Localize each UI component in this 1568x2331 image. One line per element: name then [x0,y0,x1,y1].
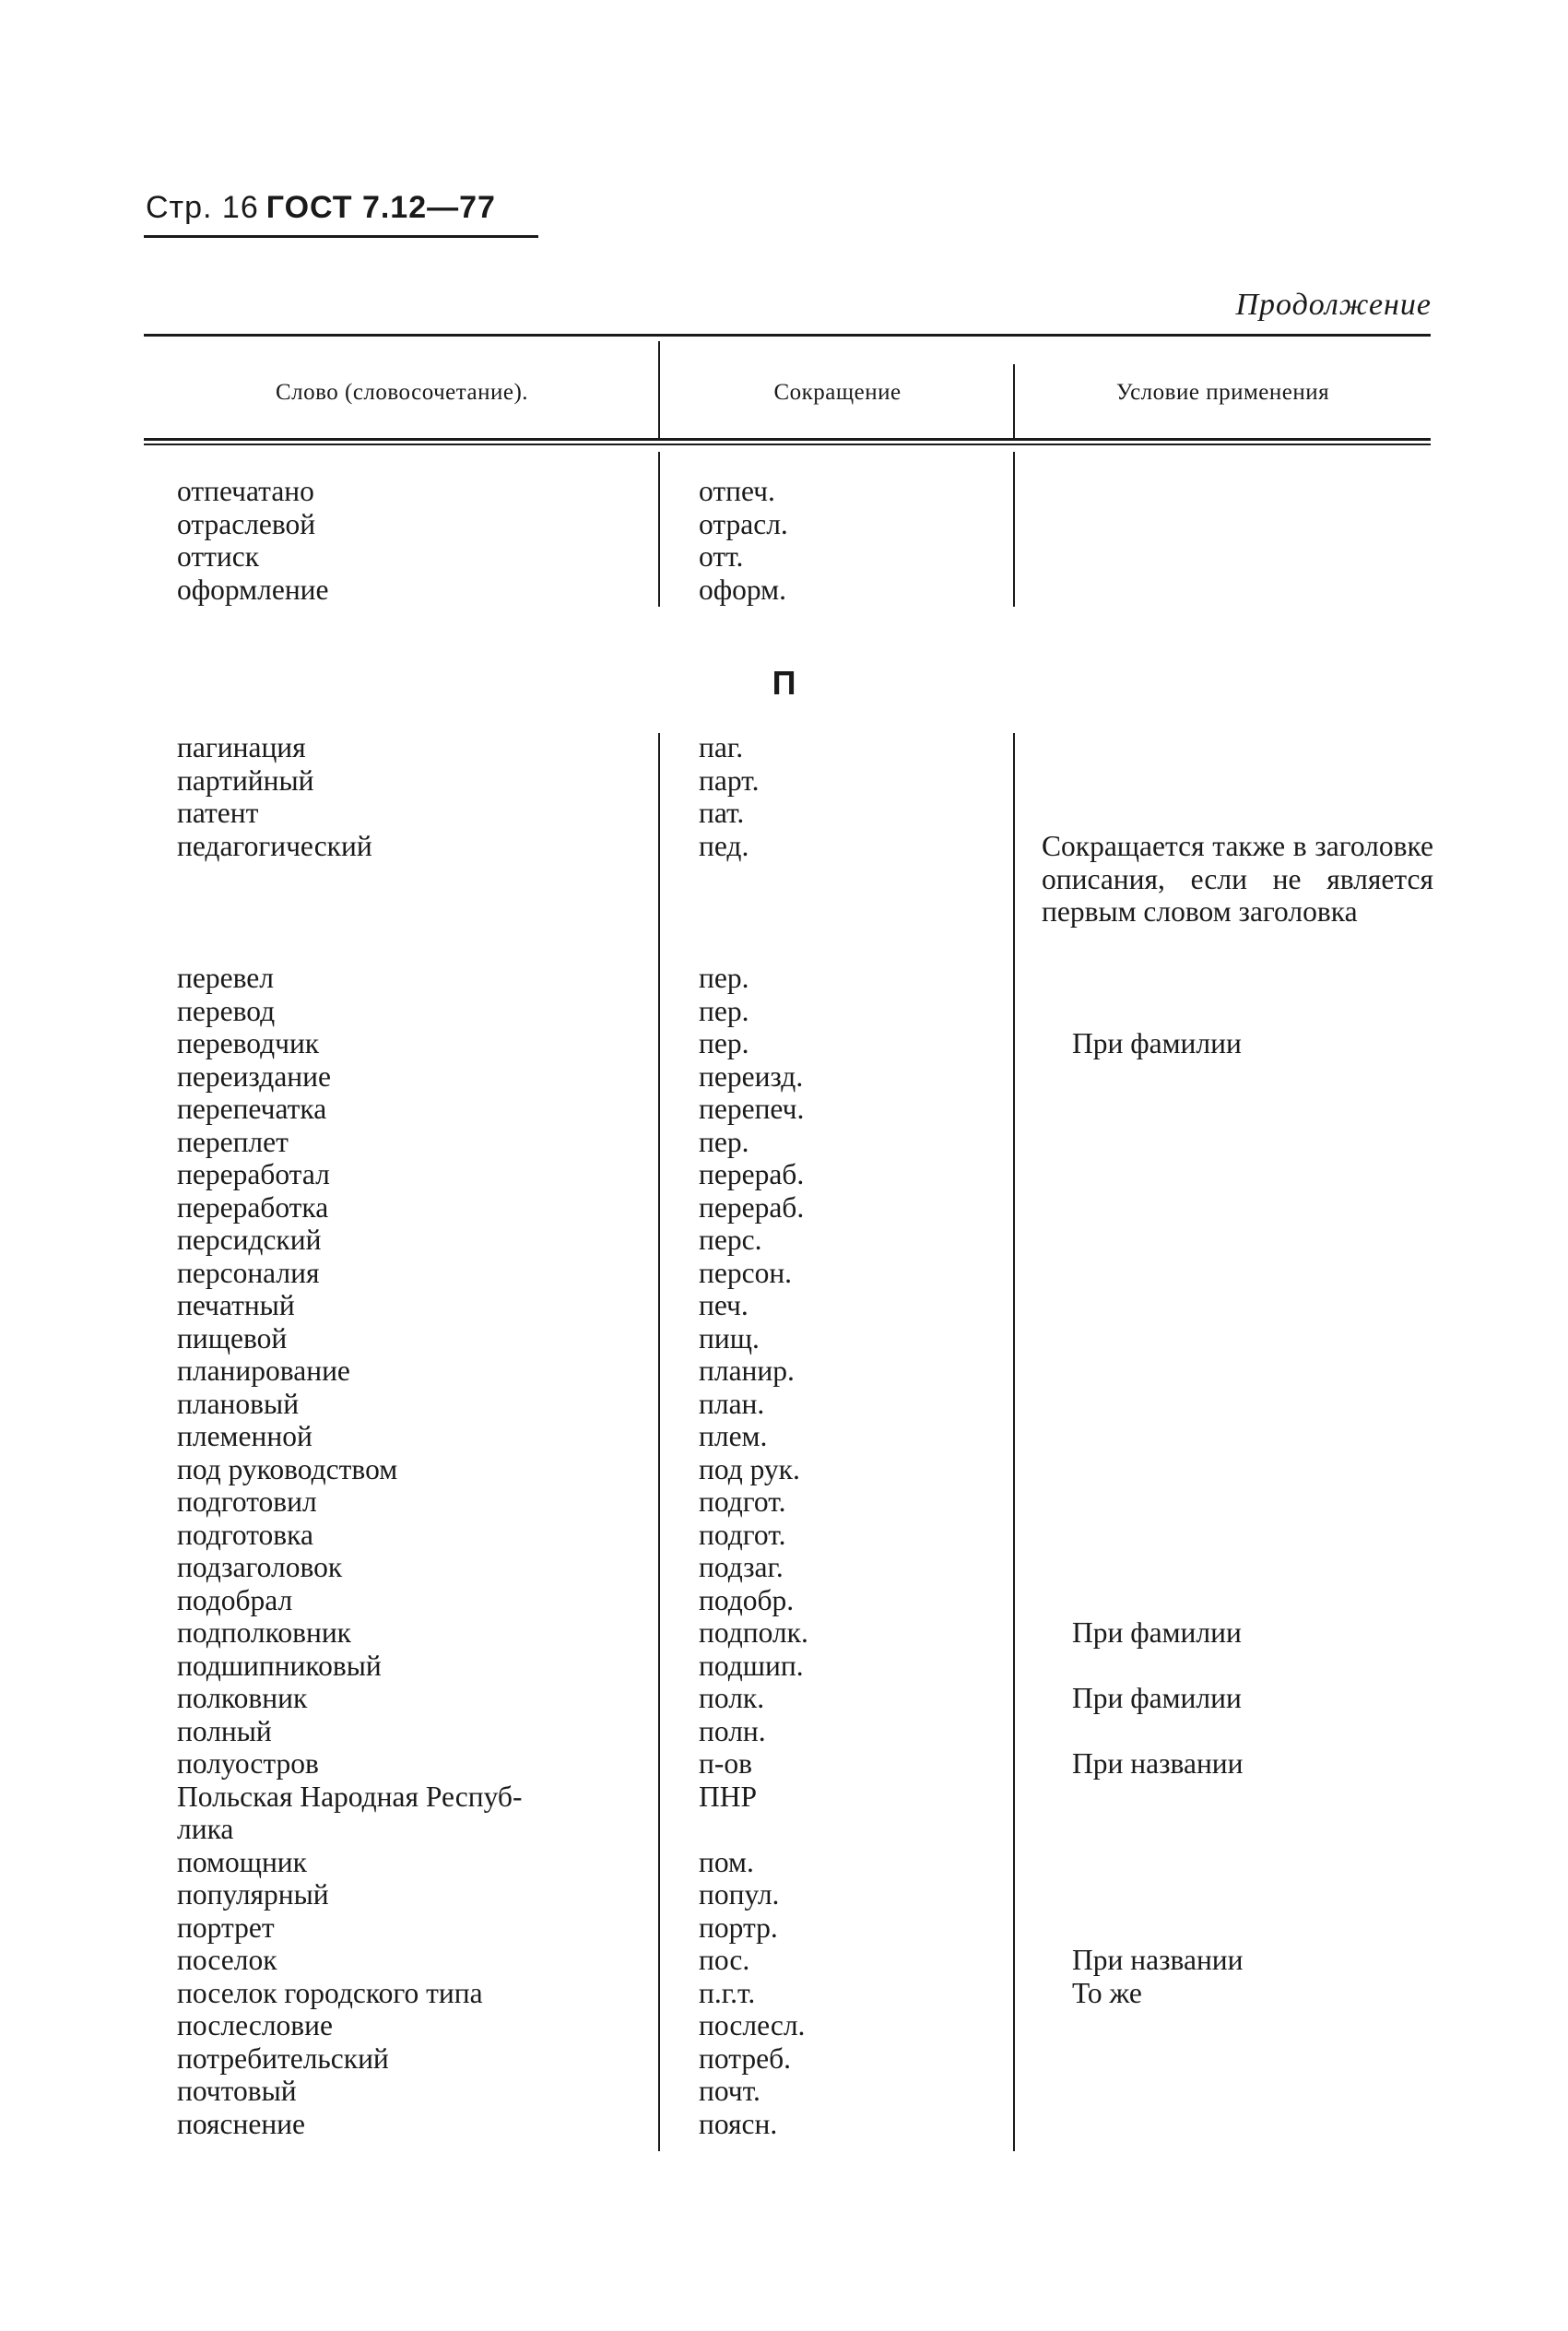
row-abbreviation: п.г.т. [699,1976,756,2009]
row-abbreviation: отрасл. [699,507,788,540]
page-header [146,190,496,226]
gost-number: ГОСТ 7.12—77 [265,190,496,225]
row-word: переплет [177,1125,289,1158]
continuation-label: Продолжение [1235,288,1432,322]
row-word: лика [177,1813,234,1845]
row-abbreviation: полк. [699,1682,765,1714]
row-abbreviation: п-ов [699,1747,752,1780]
row-word: пояснение [177,2107,306,2140]
row-word: подобрал [177,1583,293,1616]
row-word: оформление [177,573,329,606]
column-header-word: Слово (словосочетание). [275,380,529,405]
row-abbreviation: пер. [699,1027,749,1059]
row-abbreviation: оформ. [699,573,786,606]
row-abbreviation: перераб. [699,1158,805,1190]
row-abbreviation: отпеч. [699,475,775,507]
row-abbreviation: план. [699,1387,765,1420]
row-word: Польская Народная Респуб- [177,1780,523,1813]
row-abbreviation: подполк. [699,1616,808,1649]
row-abbreviation: плем. [699,1420,768,1452]
row-word: полный [177,1714,272,1747]
row-word: поселок городского типа [177,1976,483,2009]
row-word: перевод [177,994,276,1027]
row-word: переиздание [177,1059,332,1093]
row-word: полковник [177,1682,308,1714]
header-divider-1 [658,341,660,438]
row-word: племенной [177,1420,312,1452]
row-condition: При названии [1072,1944,1244,1976]
header-rule [144,235,538,238]
row-abbreviation: пом. [699,1845,754,1878]
row-abbreviation: потреб. [699,2041,791,2075]
row-abbreviation: поясн. [699,2107,778,2140]
row-word: переработка [177,1190,329,1224]
row-abbreviation: отт. [699,540,744,573]
row-abbreviation: пер. [699,1125,749,1158]
row-abbreviation: подзаг. [699,1551,784,1583]
row-word: почтовый [177,2075,297,2107]
row-abbreviation: полн. [699,1714,766,1747]
section-o-divider-1 [658,452,660,607]
row-word: подполковник [177,1616,351,1649]
row-condition: При фамилии [1072,1616,1242,1649]
section-o-divider-2 [1013,452,1015,607]
row-word: поселок [177,1944,277,1976]
page-number: Стр. 16 [146,190,259,225]
row-abbreviation: портр. [699,1911,778,1944]
row-condition: То же [1072,1976,1142,2009]
row-word: подзаголовок [177,1551,343,1583]
row-word: планирование [177,1355,350,1387]
row-abbreviation: подшип. [699,1649,804,1682]
row-abbreviation: печ. [699,1289,749,1321]
row-word: полуостров [177,1747,319,1780]
section-letter-p: П [772,664,796,702]
row-word: помощник [177,1845,307,1878]
row-condition: При фамилии [1072,1027,1242,1059]
row-word: переводчик [177,1027,320,1059]
row-abbreviation: парт. [699,763,760,797]
row-word: перепечатка [177,1093,327,1125]
row-word: плановый [177,1387,300,1420]
row-word: пагинация [177,731,306,763]
row-word: перевел [177,962,274,994]
row-word: партийный [177,763,314,797]
row-word: пищевой [177,1321,288,1355]
row-abbreviation: планир. [699,1355,795,1387]
row-abbreviation: почт. [699,2075,760,2107]
row-abbreviation: пер. [699,994,749,1027]
row-abbreviation: перс. [699,1224,762,1256]
row-word: подготовка [177,1518,313,1551]
row-word: переработал [177,1158,330,1190]
row-abbreviation: под рук. [699,1452,800,1485]
row-word: под руководством [177,1452,398,1485]
row-abbreviation: ПНР [699,1780,758,1813]
row-abbreviation: перераб. [699,1190,805,1224]
section-p-divider-2 [1013,733,1015,2151]
row-abbreviation: пищ. [699,1321,760,1355]
row-abbreviation: персон. [699,1256,793,1289]
condition-note: Сокращается также в заголовке описания, если не является первым словом заголовка [1042,830,1433,928]
row-word: педагогический [177,829,372,862]
row-abbreviation: пер. [699,962,749,994]
row-condition: При фамилии [1072,1682,1242,1714]
row-abbreviation: подгот. [699,1485,786,1518]
row-word: портрет [177,1911,275,1944]
row-word: персоналия [177,1256,320,1289]
row-abbreviation: паг. [699,731,744,763]
row-abbreviation: подгот. [699,1518,786,1551]
row-abbreviation: переизд. [699,1059,804,1093]
column-header-condition: Условие применения [1115,380,1330,405]
section-p-divider-1 [658,733,660,2151]
table-top-rule [144,334,1431,337]
row-abbreviation: пос. [699,1944,750,1976]
table-header-rule [144,438,1431,445]
row-abbreviation: пед. [699,829,749,862]
row-word: потребительский [177,2041,389,2075]
row-word: послесловие [177,2009,334,2041]
column-header-abbreviation: Сокращение [773,380,902,405]
row-word: печатный [177,1289,295,1321]
row-condition: При названии [1072,1747,1244,1780]
row-word: патент [177,797,259,829]
row-word: оттиск [177,540,260,573]
row-word: подготовил [177,1485,317,1518]
row-abbreviation: подобр. [699,1583,795,1616]
row-abbreviation: послесл. [699,2009,806,2041]
header-divider-2 [1013,364,1015,438]
row-abbreviation: попул. [699,1878,780,1911]
row-word: подшипниковый [177,1649,382,1682]
row-word: популярный [177,1878,329,1911]
row-word: отпечатано [177,475,314,507]
row-abbreviation: пат. [699,797,745,829]
row-word: отраслевой [177,507,316,540]
row-word: персидский [177,1224,322,1256]
row-abbreviation: перепеч. [699,1093,805,1125]
